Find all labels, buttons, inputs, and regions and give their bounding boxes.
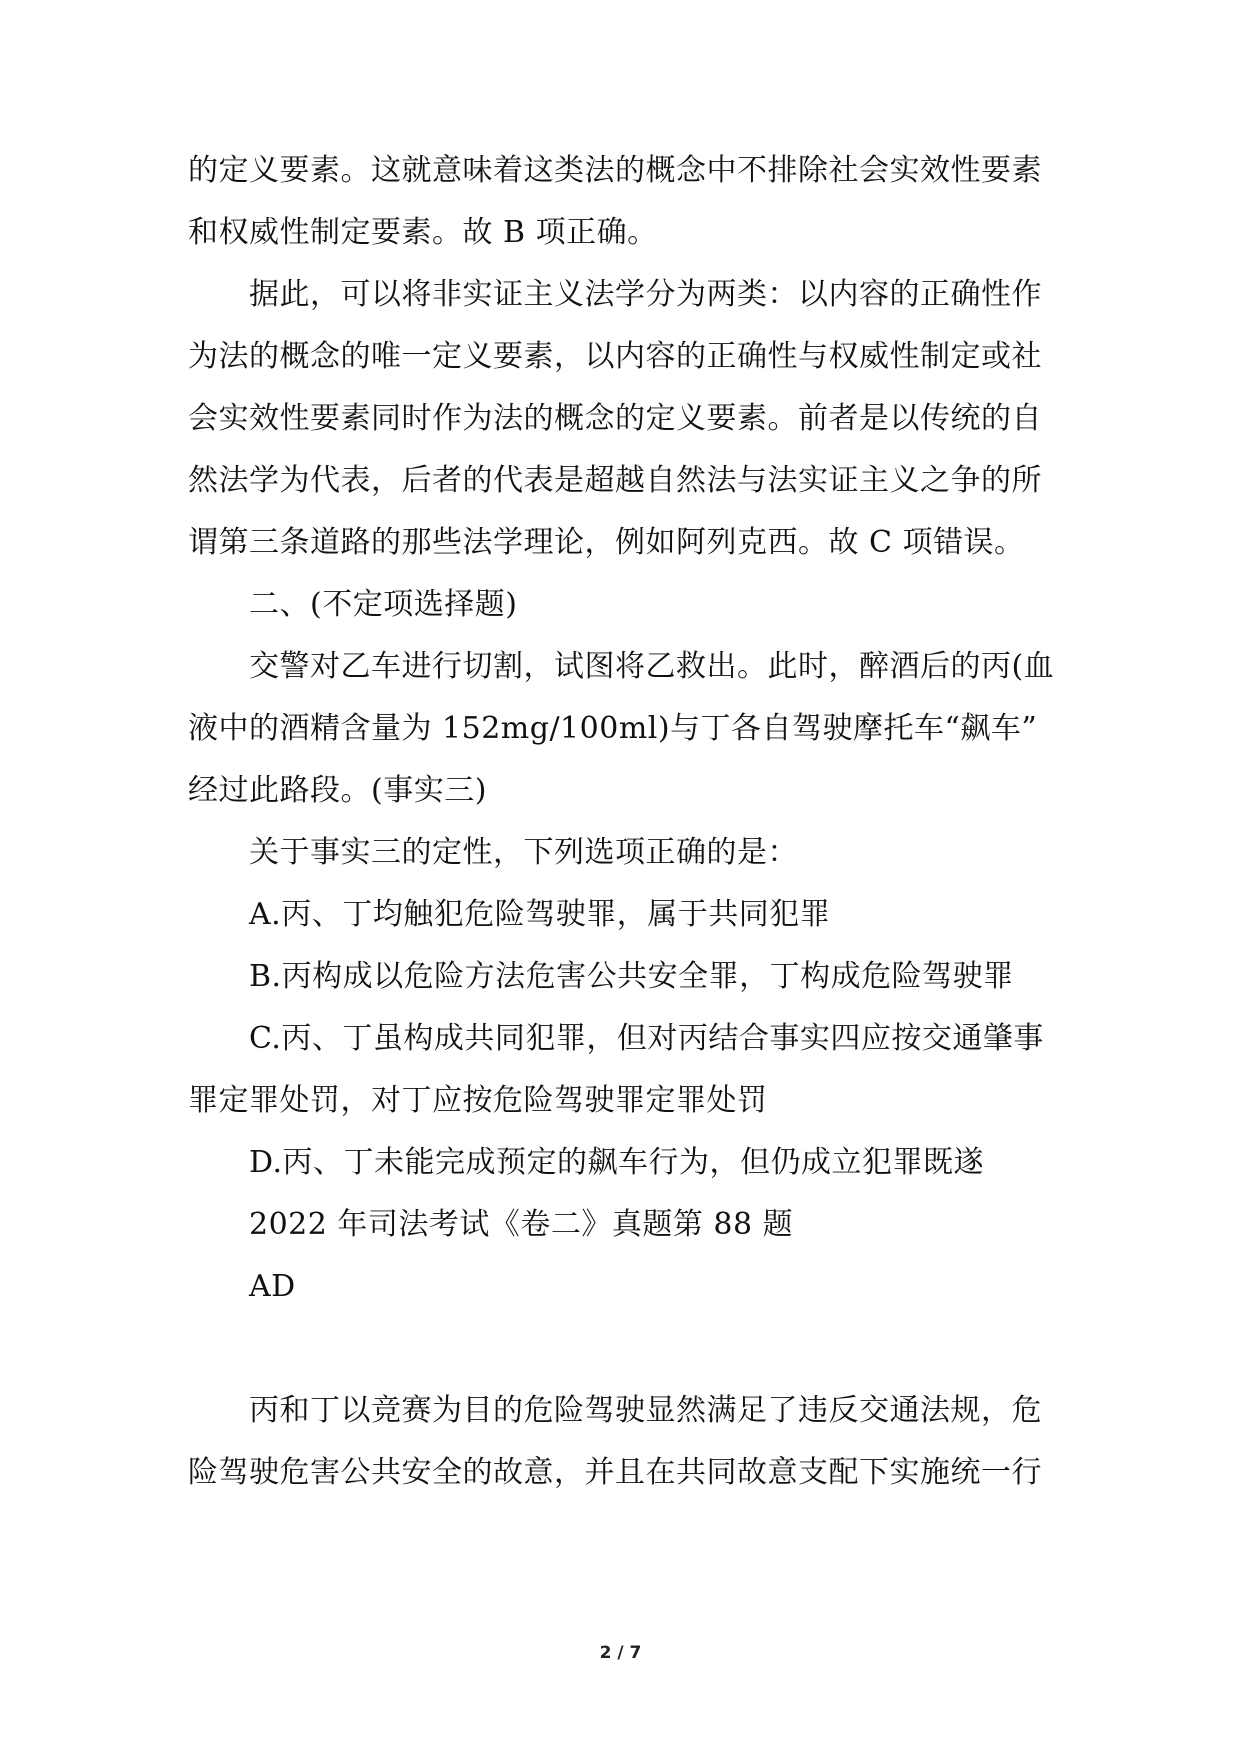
paragraph-line: 为法的概念的唯一定义要素，以内容的正确性与权威性制定或社 bbox=[188, 339, 1042, 374]
option-a: A.丙、丁均触犯危险驾驶罪，属于共同犯罪 bbox=[249, 897, 831, 932]
question-text-line: 液中的酒精含量为 152mg/100ml)与丁各自驾驶摩托车“飙车” bbox=[188, 711, 1038, 746]
analysis-line: 丙和丁以竞赛为目的危险驾驶显然满足了违反交通法规，危 bbox=[249, 1393, 1042, 1428]
paragraph-line: 然法学为代表，后者的代表是超越自然法与法实证主义之争的所 bbox=[188, 463, 1042, 498]
paragraph-line: 和权威性制定要素。故 B 项正确。 bbox=[188, 215, 658, 250]
paragraph-line: 据此，可以将非实证主义法学分为两类：以内容的正确性作 bbox=[249, 277, 1042, 312]
option-c-continued: 罪定罪处罚，对丁应按危险驾驶罪定罪处罚 bbox=[188, 1083, 768, 1118]
option-d: D.丙、丁未能完成预定的飙车行为，但仍成立犯罪既遂 bbox=[249, 1145, 985, 1180]
answer: AD bbox=[249, 1269, 296, 1304]
analysis-line: 险驾驶危害公共安全的故意，并且在共同故意支配下实施统一行 bbox=[188, 1455, 1042, 1490]
blank-line bbox=[188, 1318, 1060, 1380]
document-body bbox=[188, 140, 1060, 1504]
section-heading: 二、(不定项选择题) bbox=[249, 587, 518, 622]
paragraph-line: 谓第三条道路的那些法学理论，例如阿列克西。故 C 项错误。 bbox=[188, 525, 1025, 560]
option-c: C.丙、丁虽构成共同犯罪，但对丙结合事实四应按交通肇事 bbox=[249, 1021, 1044, 1056]
question-source: 2022 年司法考试《卷二》真题第 88 题 bbox=[249, 1207, 794, 1242]
paragraph-line: 会实效性要素同时作为法的概念的定义要素。前者是以传统的自 bbox=[188, 401, 1042, 436]
page-number: 2 / 7 bbox=[599, 1643, 642, 1663]
question-text-line: 交警对乙车进行切割，试图将乙救出。此时，醉酒后的丙(血 bbox=[249, 649, 1055, 684]
question-text-line: 经过此路段。(事实三) bbox=[188, 773, 487, 808]
option-b: B.丙构成以危险方法危害公共安全罪，丁构成危险驾驶罪 bbox=[249, 959, 1014, 994]
question-prompt: 关于事实三的定性，下列选项正确的是： bbox=[249, 835, 798, 870]
paragraph-line: 的定义要素。这就意味着这类法的概念中不排除社会实效性要素 bbox=[188, 153, 1042, 188]
